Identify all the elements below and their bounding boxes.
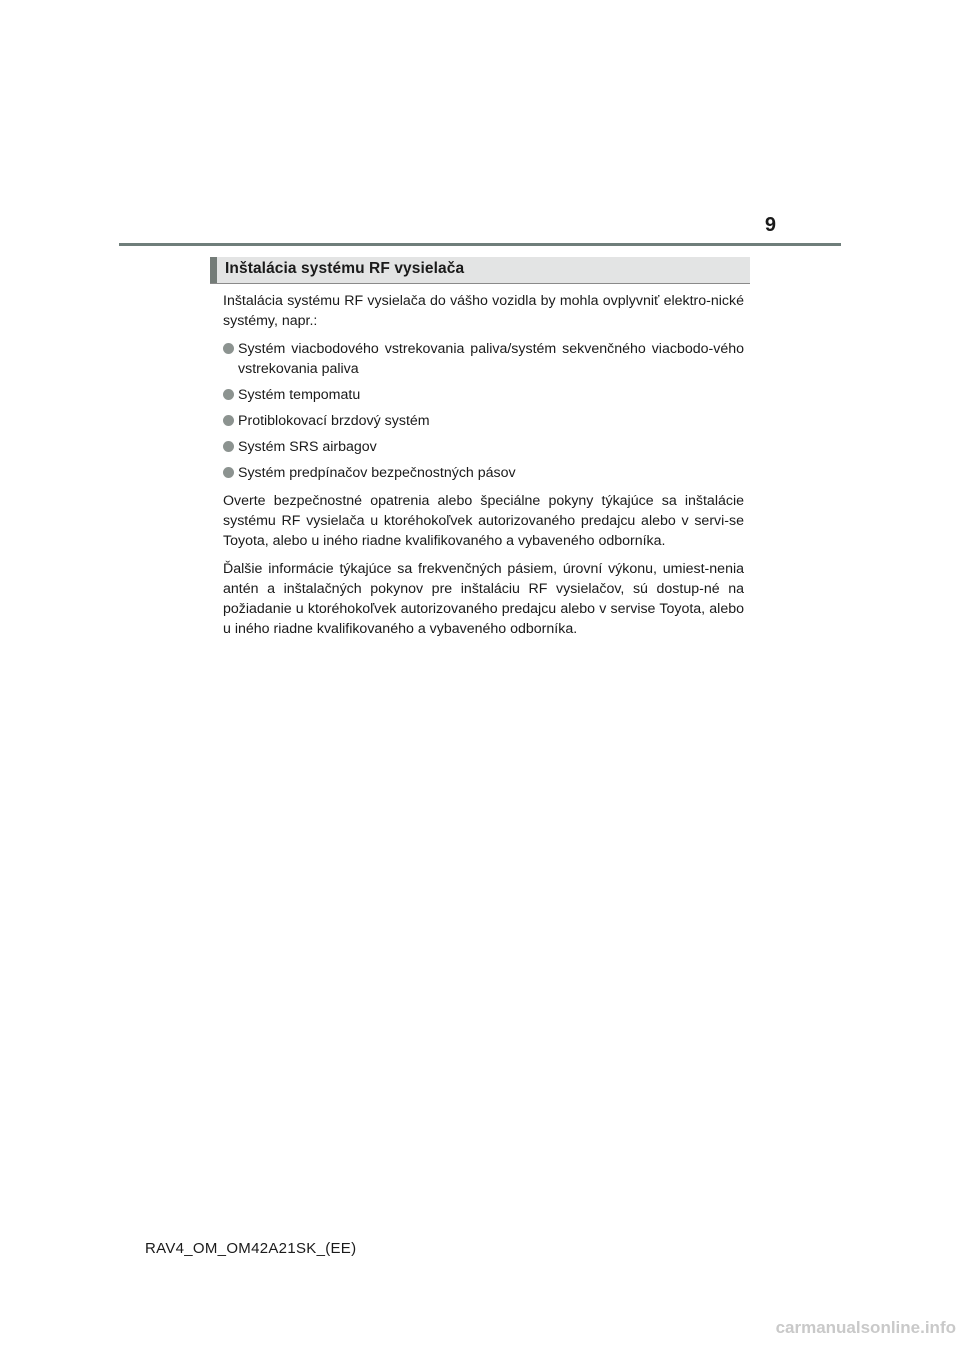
watermark: carmanualsonline.info <box>775 1318 956 1337</box>
list-item <box>223 339 744 379</box>
intro-paragraph: Inštalácia systému RF vysielača do vášho vozidla by mohla ovplyvniť elektro-nické systémy, napr.: <box>223 293 744 329</box>
body-paragraph: Ďalšie informácie týkajúce sa frekvenčných pásiem, úrovní výkonu, umiest-nenia antén a inštalačných pokynov pre inštaláciu RF vysielačov, sú dostup-né na požiadanie u ktoréhokoľvek autorizovaného predajcu alebo v servise Toyota, alebo u iného riadne kvalifikovaného a vybaveného odborníka. <box>223 561 744 637</box>
section-title: Inštalácia systému RF vysielača <box>225 260 465 277</box>
list-item <box>223 411 744 431</box>
body-content <box>223 291 744 647</box>
bullet-icon <box>223 441 234 452</box>
bullet-icon <box>223 415 234 426</box>
list-item-text: Protiblokovací brzdový systém <box>238 413 430 429</box>
section-heading <box>210 257 750 284</box>
page-number: 9 <box>764 214 776 236</box>
body-paragraph: Overte bezpečnostné opatrenia alebo špeciálne pokyny týkajúce sa inštalácie systému RF vysielača u ktoréhokoľvek autorizovaného predajcu alebo v servi-se Toyota, alebo u iného riadne kvalifikovaného a vybaveného odborníka. <box>223 493 744 549</box>
list-item-text: Systém predpínačov bezpečnostných pásov <box>238 465 516 481</box>
list-item-text: Systém tempomatu <box>238 387 361 403</box>
list-item <box>223 463 744 483</box>
footer-doc-code: RAV4_OM_OM42A21SK_(EE) <box>145 1240 357 1257</box>
section-heading-bar <box>210 257 217 283</box>
bullet-list <box>223 339 744 483</box>
bullet-icon <box>223 389 234 400</box>
header-rule <box>119 243 841 246</box>
list-item-text: Systém viacbodového vstrekovania paliva/systém sekvenčného viacbodo-vého vstrekovania paliva <box>238 341 744 377</box>
bullet-icon <box>223 343 234 354</box>
list-item <box>223 385 744 405</box>
list-item <box>223 437 744 457</box>
bullet-icon <box>223 467 234 478</box>
list-item-text: Systém SRS airbagov <box>238 439 377 455</box>
